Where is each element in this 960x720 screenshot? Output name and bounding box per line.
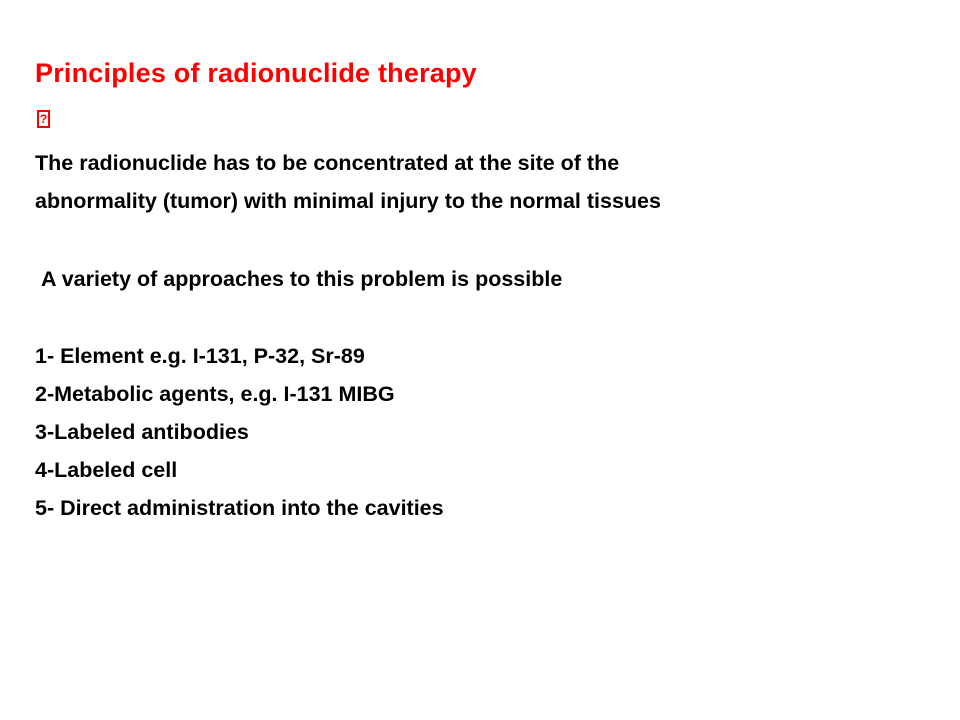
slide-title: Principles of radionuclide therapy — [35, 58, 477, 88]
list-item: 2-Metabolic agents, e.g. I-131 MIBG — [35, 382, 395, 406]
intro-line: The radionuclide has to be concentrated at the site of the — [35, 151, 620, 175]
list-item: 1- Element e.g. I-131, P-32, Sr-89 — [35, 344, 365, 368]
missing-glyph-icon: ? — [37, 110, 50, 128]
intro-paragraph — [35, 144, 661, 220]
list-item: 3-Labeled antibodies — [35, 420, 249, 444]
approach-statement: A variety of approaches to this problem is possible — [41, 267, 563, 291]
list-item: 5- Direct administration into the cavities — [35, 496, 444, 520]
approach-list — [35, 337, 444, 527]
list-item: 4-Labeled cell — [35, 458, 178, 482]
intro-line: abnormality (tumor) with minimal injury to the normal tissues — [35, 189, 661, 213]
